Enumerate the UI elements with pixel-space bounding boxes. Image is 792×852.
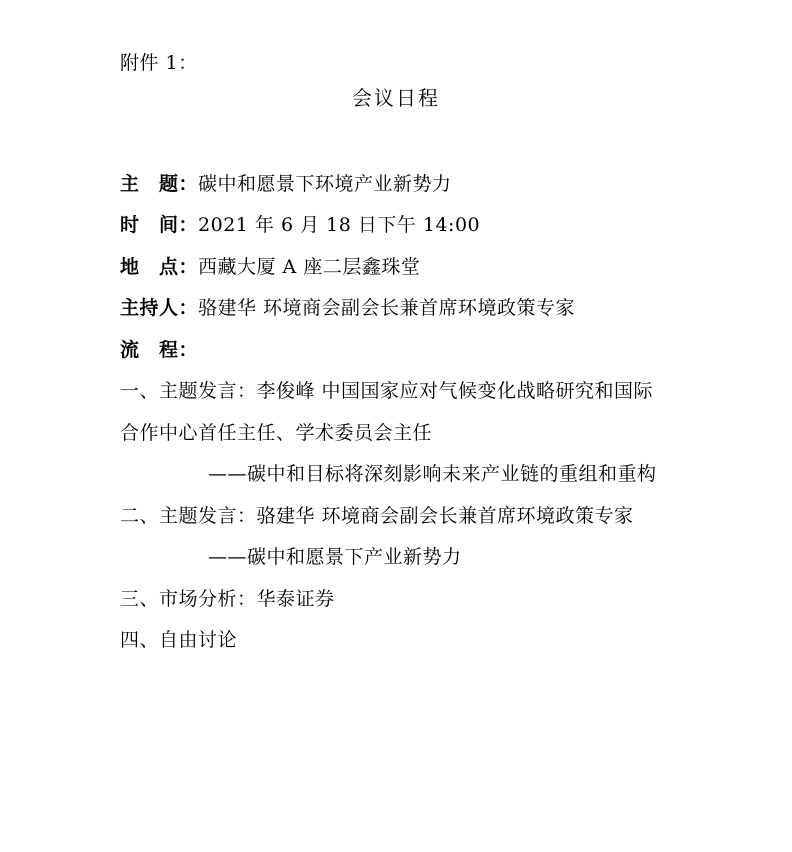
time-value: 2021 年 6 月 18 日下午 14:00 xyxy=(198,214,481,236)
place-row xyxy=(120,255,420,279)
theme-label: 主 题： xyxy=(120,173,199,195)
host-label: 主持人： xyxy=(120,297,199,319)
agenda-item-2-subtitle: ——碳中和愿景下产业新势力 xyxy=(208,546,462,568)
place-label: 地 点： xyxy=(120,256,199,278)
flow-label: 流 程： xyxy=(120,339,199,361)
time-label: 时 间： xyxy=(120,214,199,236)
attachment-label: 附件 1： xyxy=(120,52,198,74)
host-value: 骆建华 环境商会副会长兼首席环境政策专家 xyxy=(198,297,576,319)
page-title: 会议日程 xyxy=(352,86,440,110)
agenda-item-3: 三、市场分析：华泰证券 xyxy=(120,588,335,610)
host-row xyxy=(120,296,575,320)
theme-value: 碳中和愿景下环境产业新势力 xyxy=(198,173,452,195)
theme-row xyxy=(120,172,452,196)
agenda-item-2-line-1: 二、主题发言：骆建华 环境商会副会长兼首席环境政策专家 xyxy=(120,505,634,527)
agenda-item-1-line-2: 合作中心首任主任、学术委员会主任 xyxy=(120,422,433,444)
place-value: 西藏大厦 A 座二层鑫珠堂 xyxy=(198,256,421,278)
agenda-item-4: 四、自由讨论 xyxy=(120,629,238,651)
agenda-item-1-subtitle: ——碳中和目标将深刻影响未来产业链的重组和重构 xyxy=(208,463,657,485)
time-row xyxy=(120,213,480,237)
agenda-item-1-line-1: 一、主题发言：李俊峰 中国国家应对气候变化战略研究和国际 xyxy=(120,380,654,402)
flow-row xyxy=(120,338,198,362)
